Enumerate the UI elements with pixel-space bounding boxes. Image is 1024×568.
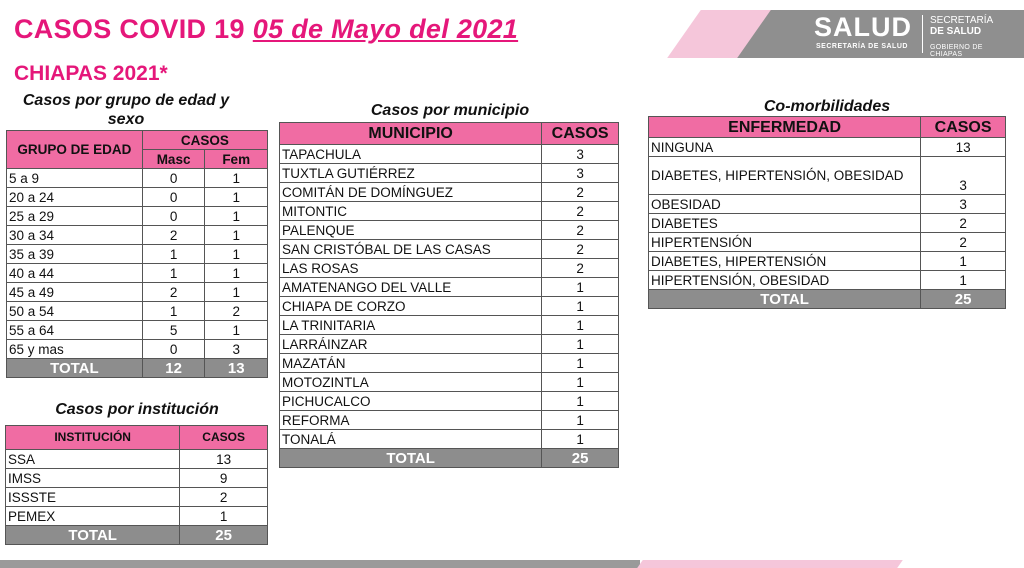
- municipio-table: [279, 122, 619, 468]
- title-text: CASOS COVID 19: [14, 14, 245, 44]
- edad-col-casos: CASOS: [142, 131, 267, 150]
- municipio-cell-casos: 1: [542, 430, 619, 449]
- institucion-cell-casos: 9: [180, 469, 268, 488]
- institucion-cell-name: SSA: [6, 450, 180, 469]
- edad-row: [7, 264, 268, 283]
- edad-cell-masc: 2: [142, 226, 205, 245]
- municipio-cell-casos: 2: [542, 240, 619, 259]
- edad-total-cell: TOTAL: [7, 359, 143, 378]
- institucion-total-row: [6, 526, 268, 545]
- edad-cell-masc: 1: [142, 264, 205, 283]
- edad-table: [6, 130, 268, 378]
- logo-salud-sub: SECRETARÍA DE SALUD: [816, 43, 908, 50]
- municipio-row: [280, 259, 619, 278]
- institucion-cell-name: PEMEX: [6, 507, 180, 526]
- municipio-cell-casos: 1: [542, 354, 619, 373]
- comorb-row: [649, 214, 1006, 233]
- municipio-cell-casos: 1: [542, 373, 619, 392]
- edad-cell-masc: 0: [142, 188, 205, 207]
- comorb-total-cell: 25: [921, 290, 1006, 309]
- comorb-cell-name: DIABETES, HIPERTENSIÓN, OBESIDAD: [649, 157, 921, 195]
- municipio-cell-name: SAN CRISTÓBAL DE LAS CASAS: [280, 240, 542, 259]
- edad-total-cell: 12: [142, 359, 205, 378]
- institucion-cell-name: IMSS: [6, 469, 180, 488]
- municipio-row: [280, 392, 619, 411]
- edad-cell-masc: 1: [142, 245, 205, 264]
- comorb-row: [649, 138, 1006, 157]
- municipio-cell-casos: 2: [542, 183, 619, 202]
- municipio-cell-casos: 3: [542, 164, 619, 183]
- municipio-cell-name: PALENQUE: [280, 221, 542, 240]
- institucion-col-name: INSTITUCIÓN: [6, 426, 180, 450]
- municipio-row: [280, 373, 619, 392]
- edad-total-cell: 13: [205, 359, 268, 378]
- edad-row: [7, 245, 268, 264]
- municipio-cell-name: AMATENANGO DEL VALLE: [280, 278, 542, 297]
- comorb-cell-name: DIABETES, HIPERTENSIÓN: [649, 252, 921, 271]
- edad-row: [7, 302, 268, 321]
- edad-total-row: [7, 359, 268, 378]
- municipio-cell-casos: 2: [542, 202, 619, 221]
- edad-row: [7, 321, 268, 340]
- comorb-section-title: Co-morbilidades: [763, 98, 891, 115]
- institucion-total-cell: TOTAL: [6, 526, 180, 545]
- edad-row: [7, 207, 268, 226]
- bottom-band: [0, 554, 1024, 568]
- edad-cell-grupo: 5 a 9: [7, 169, 143, 188]
- municipio-cell-name: LAS ROSAS: [280, 259, 542, 278]
- institucion-section-title: Casos por institución: [55, 401, 219, 418]
- comorb-cell-casos: 3: [921, 195, 1006, 214]
- salud-logo: [814, 12, 1014, 58]
- municipio-cell-name: MITONTIC: [280, 202, 542, 221]
- edad-row: [7, 283, 268, 302]
- institucion-row: [6, 507, 268, 526]
- comorb-cell-casos: 2: [921, 214, 1006, 233]
- bottom-stripe-gray: [0, 560, 640, 568]
- comorb-total-cell: TOTAL: [649, 290, 921, 309]
- edad-cell-masc: 1: [142, 302, 205, 321]
- municipio-row: [280, 183, 619, 202]
- edad-cell-grupo: 50 a 54: [7, 302, 143, 321]
- institucion-cell-casos: 2: [180, 488, 268, 507]
- municipio-row: [280, 240, 619, 259]
- municipio-cell-name: MAZATÁN: [280, 354, 542, 373]
- page-title: [14, 14, 518, 45]
- municipio-row: [280, 411, 619, 430]
- edad-cell-fem: 1: [205, 188, 268, 207]
- edad-cell-grupo: 65 y mas: [7, 340, 143, 359]
- institucion-total-cell: 25: [180, 526, 268, 545]
- comorb-row: [649, 233, 1006, 252]
- municipio-row: [280, 221, 619, 240]
- edad-cell-fem: 1: [205, 169, 268, 188]
- comorb-cell-casos: 2: [921, 233, 1006, 252]
- edad-cell-fem: 2: [205, 302, 268, 321]
- edad-cell-fem: 1: [205, 207, 268, 226]
- logo-secretaria-line2: DE SALUD: [930, 26, 982, 37]
- comorb-col-name: ENFERMEDAD: [649, 117, 921, 138]
- institucion-table: [5, 425, 268, 545]
- page-subtitle: CHIAPAS 2021*: [14, 62, 168, 85]
- municipio-cell-casos: 1: [542, 335, 619, 354]
- municipio-cell-casos: 2: [542, 221, 619, 240]
- municipio-total-row: [280, 449, 619, 468]
- edad-cell-fem: 3: [205, 340, 268, 359]
- edad-cell-grupo: 35 a 39: [7, 245, 143, 264]
- municipio-cell-name: COMITÁN DE DOMÍNGUEZ: [280, 183, 542, 202]
- edad-cell-fem: 1: [205, 321, 268, 340]
- institucion-cell-name: ISSSTE: [6, 488, 180, 507]
- institucion-row: [6, 450, 268, 469]
- institucion-cell-casos: 1: [180, 507, 268, 526]
- bottom-stripe-pink: [637, 560, 903, 568]
- logo-band: [654, 0, 1024, 62]
- edad-cell-grupo: 20 a 24: [7, 188, 143, 207]
- municipio-row: [280, 430, 619, 449]
- municipio-col-name: MUNICIPIO: [280, 123, 542, 145]
- municipio-cell-casos: 1: [542, 297, 619, 316]
- comorb-total-row: [649, 290, 1006, 309]
- comorb-cell-name: HIPERTENSIÓN, OBESIDAD: [649, 271, 921, 290]
- edad-cell-fem: 1: [205, 283, 268, 302]
- logo-separator: [922, 15, 923, 53]
- edad-row: [7, 188, 268, 207]
- comorb-cell-name: OBESIDAD: [649, 195, 921, 214]
- comorb-row: [649, 195, 1006, 214]
- municipio-row: [280, 202, 619, 221]
- comorb-cell-name: HIPERTENSIÓN: [649, 233, 921, 252]
- municipio-cell-name: PICHUCALCO: [280, 392, 542, 411]
- comorb-cell-casos: 1: [921, 271, 1006, 290]
- edad-cell-masc: 2: [142, 283, 205, 302]
- edad-col-masc: Masc: [142, 150, 205, 169]
- municipio-cell-name: CHIAPA DE CORZO: [280, 297, 542, 316]
- comorb-table: [648, 116, 1006, 309]
- municipio-col-casos: CASOS: [542, 123, 619, 145]
- municipio-total-cell: 25: [542, 449, 619, 468]
- logo-secretaria: [930, 15, 993, 37]
- logo-salud-text: SALUD: [814, 12, 912, 42]
- edad-col-fem: Fem: [205, 150, 268, 169]
- municipio-row: [280, 297, 619, 316]
- municipio-cell-name: TONALÁ: [280, 430, 542, 449]
- municipio-cell-casos: 1: [542, 392, 619, 411]
- municipio-cell-name: REFORMA: [280, 411, 542, 430]
- comorb-cell-name: NINGUNA: [649, 138, 921, 157]
- municipio-row: [280, 278, 619, 297]
- edad-cell-masc: 0: [142, 340, 205, 359]
- comorb-cell-casos: 13: [921, 138, 1006, 157]
- edad-cell-fem: 1: [205, 226, 268, 245]
- edad-row: [7, 226, 268, 245]
- edad-cell-masc: 5: [142, 321, 205, 340]
- edad-cell-masc: 0: [142, 169, 205, 188]
- edad-section-title: Casos por grupo de edad y sexo: [22, 92, 230, 128]
- logo-secretaria-line1: SECRETARÍA: [930, 15, 994, 26]
- edad-cell-grupo: 30 a 34: [7, 226, 143, 245]
- municipio-row: [280, 335, 619, 354]
- municipio-cell-name: LA TRINITARIA: [280, 316, 542, 335]
- municipio-row: [280, 316, 619, 335]
- municipio-row: [280, 145, 619, 164]
- edad-cell-masc: 0: [142, 207, 205, 226]
- comorb-row: [649, 157, 1006, 195]
- municipio-cell-name: TAPACHULA: [280, 145, 542, 164]
- municipio-cell-casos: 1: [542, 411, 619, 430]
- edad-row: [7, 340, 268, 359]
- comorb-row: [649, 271, 1006, 290]
- municipio-cell-name: LARRÁINZAR: [280, 335, 542, 354]
- municipio-cell-casos: 1: [542, 278, 619, 297]
- edad-row: [7, 169, 268, 188]
- institucion-col-casos: CASOS: [180, 426, 268, 450]
- institucion-row: [6, 488, 268, 507]
- edad-col-grupo: GRUPO DE EDAD: [7, 131, 143, 169]
- municipio-row: [280, 164, 619, 183]
- comorb-cell-casos: 1: [921, 252, 1006, 271]
- comorb-cell-casos: 3: [921, 157, 1006, 195]
- municipio-cell-name: TUXTLA GUTIÉRREZ: [280, 164, 542, 183]
- comorb-row: [649, 252, 1006, 271]
- municipio-row: [280, 354, 619, 373]
- edad-cell-grupo: 55 a 64: [7, 321, 143, 340]
- edad-cell-grupo: 25 a 29: [7, 207, 143, 226]
- logo-gobierno: GOBIERNO DE CHIAPAS: [930, 44, 983, 58]
- institucion-row: [6, 469, 268, 488]
- municipio-cell-casos: 3: [542, 145, 619, 164]
- comorb-cell-name: DIABETES: [649, 214, 921, 233]
- title-date: 05 de Mayo del 2021: [252, 14, 519, 44]
- municipio-cell-name: MOTOZINTLA: [280, 373, 542, 392]
- edad-cell-fem: 1: [205, 245, 268, 264]
- municipio-cell-casos: 2: [542, 259, 619, 278]
- municipio-total-cell: TOTAL: [280, 449, 542, 468]
- comorb-col-casos: CASOS: [921, 117, 1006, 138]
- edad-cell-grupo: 45 a 49: [7, 283, 143, 302]
- municipio-section-title: Casos por municipio: [370, 102, 530, 119]
- edad-cell-fem: 1: [205, 264, 268, 283]
- edad-cell-grupo: 40 a 44: [7, 264, 143, 283]
- institucion-cell-casos: 13: [180, 450, 268, 469]
- municipio-cell-casos: 1: [542, 316, 619, 335]
